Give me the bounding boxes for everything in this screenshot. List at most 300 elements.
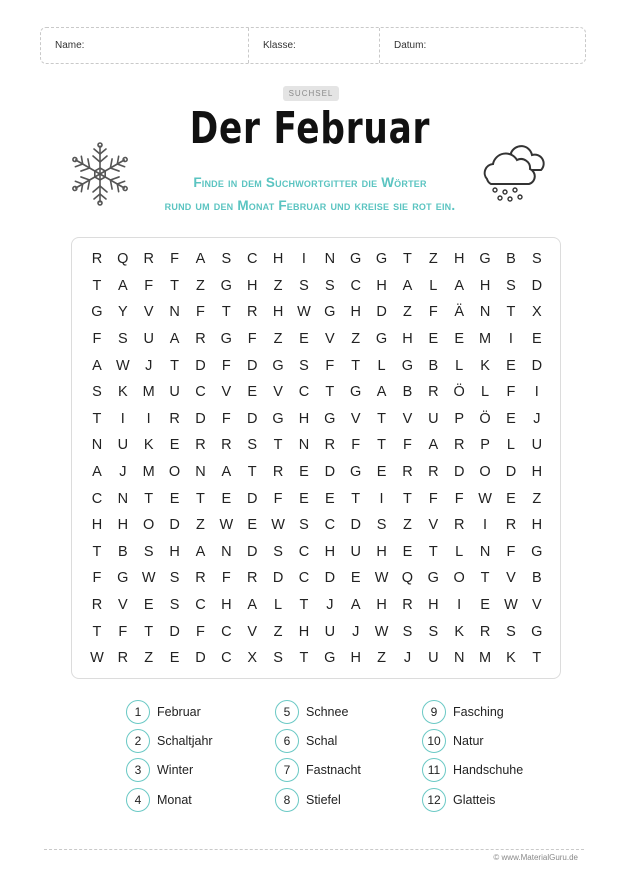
grid-cell[interactable]: S	[273, 543, 283, 560]
grid-cell[interactable]: A	[92, 357, 102, 374]
grid-cell[interactable]: C	[350, 277, 361, 294]
grid-cell[interactable]: U	[169, 384, 180, 401]
grid-cell[interactable]: S	[402, 623, 413, 640]
grid-cell[interactable]: X	[247, 650, 258, 667]
grid-cell[interactable]: F	[92, 570, 102, 587]
word-number-circle[interactable]: 6	[275, 729, 299, 753]
date-field[interactable]	[380, 28, 585, 63]
grid-cell[interactable]: D	[350, 517, 361, 534]
grid-cell[interactable]: E	[169, 437, 180, 454]
grid-cell[interactable]: H	[376, 597, 387, 614]
grid-cell[interactable]: Z	[403, 517, 412, 534]
grid-cell[interactable]: B	[428, 357, 439, 374]
grid-cell[interactable]: F	[221, 410, 231, 427]
grid-cell[interactable]: F	[247, 331, 257, 348]
grid-cell[interactable]: D	[195, 650, 206, 667]
grid-cell[interactable]: D	[195, 357, 206, 374]
grid-cell[interactable]: H	[221, 597, 232, 614]
grid-cell[interactable]: T	[299, 597, 309, 614]
grid-cell[interactable]: T	[403, 251, 412, 268]
grid-cell[interactable]: J	[119, 464, 127, 481]
grid-cell[interactable]: A	[402, 277, 413, 294]
grid-cell[interactable]: H	[479, 277, 491, 294]
grid-cell[interactable]: R	[195, 570, 206, 587]
grid-cell[interactable]: Ö	[453, 384, 465, 401]
grid-cell[interactable]: S	[221, 251, 232, 268]
grid-cell[interactable]: Ö	[479, 410, 491, 427]
grid-cell[interactable]: T	[221, 304, 231, 321]
grid-cell[interactable]: G	[350, 251, 362, 268]
grid-cell[interactable]: E	[506, 490, 516, 507]
grid-cell[interactable]: A	[195, 543, 206, 560]
grid-cell[interactable]: G	[375, 251, 388, 268]
grid-cell[interactable]: I	[146, 410, 151, 427]
grid-cell[interactable]: W	[297, 304, 311, 321]
grid-cell[interactable]: S	[531, 251, 542, 268]
grid-cell[interactable]: J	[403, 650, 412, 667]
grid-cell[interactable]: H	[350, 304, 361, 321]
grid-cell[interactable]: E	[531, 331, 542, 348]
grid-cell[interactable]: M	[142, 464, 155, 481]
grid-cell[interactable]: Z	[377, 650, 386, 667]
grid-cell[interactable]: D	[531, 357, 543, 374]
grid-cell[interactable]: C	[298, 543, 310, 560]
grid-cell[interactable]: A	[454, 277, 465, 294]
grid-cell[interactable]: F	[325, 357, 335, 374]
grid-cell[interactable]: O	[479, 464, 491, 481]
grid-cell[interactable]: U	[324, 623, 336, 640]
grid-cell[interactable]: H	[376, 277, 387, 294]
grid-cell[interactable]: T	[428, 543, 438, 560]
grid-cell[interactable]: K	[117, 384, 128, 401]
grid-cell[interactable]: C	[221, 650, 232, 667]
grid-cell[interactable]: B	[117, 543, 128, 560]
grid-cell[interactable]: I	[534, 384, 539, 401]
word-number-circle[interactable]: 5	[275, 700, 299, 724]
grid-cell[interactable]: R	[505, 517, 517, 534]
grid-cell[interactable]: T	[170, 357, 179, 374]
grid-cell[interactable]: A	[92, 464, 102, 481]
grid-cell[interactable]: D	[272, 570, 284, 587]
grid-cell[interactable]: V	[117, 597, 128, 614]
grid-cell[interactable]: D	[453, 464, 465, 481]
grid-cell[interactable]: X	[531, 304, 542, 321]
grid-cell[interactable]: T	[351, 357, 361, 374]
grid-cell[interactable]: C	[246, 251, 258, 268]
grid-cell[interactable]: E	[247, 517, 258, 534]
grid-cell[interactable]: G	[324, 410, 336, 427]
grid-cell[interactable]: R	[91, 597, 103, 614]
grid-cell[interactable]: S	[506, 623, 516, 640]
grid-cell[interactable]: A	[117, 277, 128, 294]
word-number-circle[interactable]: 12	[422, 788, 446, 812]
grid-cell[interactable]: L	[506, 437, 515, 454]
grid-cell[interactable]: F	[196, 304, 205, 321]
grid-cell[interactable]: S	[506, 277, 516, 294]
grid-cell[interactable]: U	[428, 650, 439, 667]
grid-cell[interactable]: G	[220, 331, 232, 348]
grid-cell[interactable]: E	[350, 570, 361, 587]
grid-cell[interactable]: Z	[351, 331, 361, 348]
grid-cell[interactable]: R	[91, 251, 103, 268]
grid-cell[interactable]: A	[350, 597, 361, 614]
grid-cell[interactable]: R	[195, 331, 206, 348]
grid-cell[interactable]: L	[429, 277, 438, 294]
word-number-circle[interactable]: 10	[422, 729, 446, 753]
grid-cell[interactable]: N	[117, 490, 129, 507]
grid-cell[interactable]: R	[428, 464, 439, 481]
grid-cell[interactable]: R	[428, 384, 439, 401]
grid-cell[interactable]: T	[403, 490, 412, 507]
grid-cell[interactable]: C	[298, 384, 310, 401]
grid-cell[interactable]: O	[168, 464, 181, 481]
grid-cell[interactable]: G	[324, 304, 336, 321]
grid-cell[interactable]: I	[508, 331, 513, 348]
grid-cell[interactable]: Z	[144, 650, 154, 667]
grid-cell[interactable]: L	[377, 357, 386, 374]
grid-cell[interactable]: U	[143, 331, 154, 348]
grid-cell[interactable]: H	[428, 597, 439, 614]
grid-cell[interactable]: N	[169, 304, 180, 321]
grid-cell[interactable]: T	[273, 437, 283, 454]
grid-cell[interactable]: W	[374, 623, 389, 640]
grid-cell[interactable]: R	[246, 304, 258, 321]
grid-cell[interactable]: E	[454, 331, 465, 348]
grid-cell[interactable]: Z	[428, 251, 438, 268]
grid-cell[interactable]: V	[350, 410, 361, 427]
grid-cell[interactable]: T	[92, 277, 102, 294]
grid-cell[interactable]: D	[505, 464, 517, 481]
grid-cell[interactable]: K	[480, 357, 490, 374]
grid-cell[interactable]: R	[246, 570, 258, 587]
grid-cell[interactable]: W	[374, 570, 389, 587]
grid-cell[interactable]: U	[531, 437, 543, 454]
grid-cell[interactable]: I	[457, 597, 462, 614]
grid-cell[interactable]: G	[91, 304, 103, 321]
grid-cell[interactable]: R	[195, 437, 206, 454]
grid-cell[interactable]: E	[324, 490, 335, 507]
grid-cell[interactable]: H	[246, 277, 258, 294]
word-number-circle[interactable]: 1	[126, 700, 150, 724]
grid-cell[interactable]: G	[117, 570, 129, 587]
grid-cell[interactable]: T	[92, 623, 102, 640]
grid-cell[interactable]: E	[402, 543, 413, 560]
grid-cell[interactable]: P	[480, 437, 490, 454]
grid-cell[interactable]: U	[428, 410, 439, 427]
grid-cell[interactable]: R	[169, 410, 180, 427]
grid-cell[interactable]: N	[195, 464, 206, 481]
grid-cell[interactable]: A	[376, 384, 387, 401]
grid-cell[interactable]: E	[506, 357, 516, 374]
grid-cell[interactable]: E	[299, 464, 309, 481]
grid-cell[interactable]: N	[221, 543, 232, 560]
grid-cell[interactable]: E	[299, 490, 309, 507]
grid-cell[interactable]: Y	[117, 304, 128, 321]
grid-cell[interactable]: D	[246, 357, 258, 374]
grid-cell[interactable]: T	[196, 490, 205, 507]
grid-cell[interactable]: T	[92, 543, 102, 560]
name-field[interactable]	[41, 28, 249, 63]
grid-cell[interactable]: E	[221, 490, 232, 507]
grid-cell[interactable]: F	[428, 490, 438, 507]
grid-cell[interactable]: N	[324, 251, 336, 268]
grid-cell[interactable]: W	[478, 490, 492, 507]
grid-cell[interactable]: G	[350, 464, 362, 481]
grid-cell[interactable]: R	[117, 650, 129, 667]
grid-cell[interactable]: J	[326, 597, 334, 614]
grid-cell[interactable]: V	[247, 623, 258, 640]
grid-cell[interactable]: D	[324, 464, 336, 481]
grid-cell[interactable]: F	[221, 357, 231, 374]
grid-cell[interactable]: G	[427, 570, 439, 587]
grid-cell[interactable]: E	[143, 597, 154, 614]
grid-cell[interactable]: A	[169, 331, 180, 348]
grid-cell[interactable]: E	[299, 331, 309, 348]
grid-cell[interactable]: F	[403, 437, 412, 454]
grid-cell[interactable]: Z	[273, 331, 283, 348]
grid-cell[interactable]: N	[479, 304, 491, 321]
grid-cell[interactable]: H	[91, 517, 103, 534]
grid-cell[interactable]: E	[506, 410, 516, 427]
grid-cell[interactable]: R	[402, 464, 413, 481]
grid-cell[interactable]: R	[453, 517, 465, 534]
grid-cell[interactable]: C	[195, 597, 206, 614]
grid-cell[interactable]: N	[91, 437, 103, 454]
grid-cell[interactable]: Z	[196, 277, 205, 294]
grid-cell[interactable]: F	[196, 623, 205, 640]
grid-cell[interactable]: S	[169, 570, 180, 587]
grid-cell[interactable]: T	[325, 384, 335, 401]
grid-cell[interactable]: N	[453, 650, 465, 667]
grid-cell[interactable]: K	[506, 650, 516, 667]
grid-cell[interactable]: U	[350, 543, 361, 560]
grid-cell[interactable]: L	[481, 384, 490, 401]
word-number-circle[interactable]: 9	[422, 700, 446, 724]
grid-cell[interactable]: Z	[403, 304, 412, 321]
grid-cell[interactable]: G	[272, 357, 284, 374]
grid-cell[interactable]: J	[145, 357, 153, 374]
grid-cell[interactable]: S	[169, 597, 180, 614]
grid-cell[interactable]: D	[169, 623, 180, 640]
grid-cell[interactable]: H	[298, 410, 310, 427]
grid-cell[interactable]: V	[428, 517, 439, 534]
grid-cell[interactable]: S	[117, 331, 128, 348]
grid-cell[interactable]: F	[221, 570, 231, 587]
grid-cell[interactable]: Z	[196, 517, 205, 534]
grid-cell[interactable]: F	[118, 623, 128, 640]
grid-cell[interactable]: K	[143, 437, 154, 454]
grid-cell[interactable]: T	[144, 490, 154, 507]
grid-cell[interactable]: R	[221, 437, 232, 454]
grid-cell[interactable]: L	[455, 543, 464, 560]
grid-cell[interactable]: G	[375, 331, 388, 348]
grid-cell[interactable]: T	[144, 623, 154, 640]
grid-cell[interactable]: A	[221, 464, 232, 481]
grid-cell[interactable]: D	[531, 277, 543, 294]
grid-cell[interactable]: D	[246, 490, 258, 507]
grid-cell[interactable]: H	[272, 304, 284, 321]
grid-cell[interactable]: T	[532, 650, 542, 667]
grid-cell[interactable]: W	[141, 570, 156, 587]
grid-cell[interactable]: N	[479, 543, 491, 560]
word-number-circle[interactable]: 3	[126, 758, 150, 782]
grid-cell[interactable]: F	[92, 331, 102, 348]
grid-cell[interactable]: R	[324, 437, 336, 454]
grid-cell[interactable]: R	[272, 464, 284, 481]
grid-cell[interactable]: I	[120, 410, 125, 427]
grid-cell[interactable]: Z	[273, 623, 283, 640]
grid-cell[interactable]: V	[531, 597, 542, 614]
grid-cell[interactable]: S	[299, 517, 309, 534]
grid-cell[interactable]: K	[454, 623, 465, 640]
grid-cell[interactable]: V	[273, 384, 283, 401]
grid-cell[interactable]: V	[143, 304, 154, 321]
grid-cell[interactable]: S	[92, 384, 102, 401]
grid-cell[interactable]: O	[143, 517, 155, 534]
grid-cell[interactable]: S	[428, 623, 439, 640]
grid-cell[interactable]: S	[299, 357, 309, 374]
grid-cell[interactable]: D	[376, 304, 387, 321]
grid-cell[interactable]: Z	[273, 277, 283, 294]
grid-cell[interactable]: T	[351, 490, 361, 507]
word-number-circle[interactable]: 4	[126, 788, 150, 812]
grid-cell[interactable]: H	[117, 517, 129, 534]
grid-cell[interactable]: M	[479, 331, 492, 348]
grid-cell[interactable]: R	[453, 437, 465, 454]
word-number-circle[interactable]: 11	[422, 758, 446, 782]
grid-cell[interactable]: H	[350, 650, 361, 667]
grid-cell[interactable]: T	[506, 304, 516, 321]
grid-cell[interactable]: E	[169, 650, 180, 667]
grid-cell[interactable]: T	[377, 410, 386, 427]
grid-cell[interactable]: A	[247, 597, 258, 614]
grid-cell[interactable]: H	[272, 251, 284, 268]
grid-cell[interactable]: F	[351, 437, 361, 454]
grid-cell[interactable]: E	[376, 464, 387, 481]
grid-cell[interactable]: T	[480, 570, 490, 587]
grid-cell[interactable]: S	[143, 543, 154, 560]
grid-cell[interactable]: W	[504, 597, 518, 614]
grid-cell[interactable]: H	[531, 464, 543, 481]
grid-cell[interactable]: F	[170, 251, 179, 268]
grid-cell[interactable]: D	[169, 517, 180, 534]
grid-cell[interactable]: T	[299, 650, 309, 667]
grid-cell[interactable]: F	[454, 490, 464, 507]
grid-cell[interactable]: H	[169, 543, 180, 560]
grid-cell[interactable]: S	[273, 650, 283, 667]
grid-cell[interactable]: D	[246, 410, 258, 427]
grid-cell[interactable]: W	[271, 517, 285, 534]
grid-cell[interactable]: V	[324, 331, 335, 348]
grid-cell[interactable]: L	[455, 357, 464, 374]
grid-cell[interactable]: J	[533, 410, 541, 427]
grid-cell[interactable]: O	[453, 570, 465, 587]
grid-cell[interactable]: C	[298, 570, 310, 587]
grid-cell[interactable]: T	[170, 277, 179, 294]
grid-cell[interactable]: E	[169, 490, 180, 507]
grid-cell[interactable]: S	[299, 277, 309, 294]
grid-cell[interactable]: C	[195, 384, 206, 401]
grid-cell[interactable]: F	[144, 277, 154, 294]
grid-cell[interactable]: T	[92, 410, 102, 427]
grid-cell[interactable]: E	[247, 384, 258, 401]
word-number-circle[interactable]: 8	[275, 788, 299, 812]
grid-cell[interactable]: T	[377, 437, 386, 454]
grid-cell[interactable]: R	[143, 251, 154, 268]
grid-cell[interactable]: U	[117, 437, 129, 454]
grid-cell[interactable]: G	[324, 650, 336, 667]
grid-cell[interactable]: H	[402, 331, 413, 348]
grid-cell[interactable]: Q	[401, 570, 414, 587]
grid-cell[interactable]: W	[115, 357, 130, 374]
grid-cell[interactable]: C	[221, 623, 232, 640]
grid-cell[interactable]: B	[531, 570, 542, 587]
grid-cell[interactable]: G	[531, 623, 543, 640]
word-number-circle[interactable]: 2	[126, 729, 150, 753]
grid-cell[interactable]: A	[428, 437, 439, 454]
grid-cell[interactable]: A	[195, 251, 206, 268]
grid-cell[interactable]: R	[479, 623, 491, 640]
grid-cell[interactable]: F	[273, 490, 283, 507]
grid-cell[interactable]: E	[428, 331, 439, 348]
grid-cell[interactable]: D	[195, 410, 206, 427]
grid-cell[interactable]: H	[298, 623, 310, 640]
grid-cell[interactable]: E	[480, 597, 490, 614]
grid-cell[interactable]: S	[247, 437, 258, 454]
word-number-circle[interactable]: 7	[275, 758, 299, 782]
grid-cell[interactable]: D	[324, 570, 336, 587]
grid-cell[interactable]: Ä	[454, 304, 465, 321]
grid-cell[interactable]: P	[454, 410, 465, 427]
grid-cell[interactable]: V	[402, 410, 413, 427]
grid-cell[interactable]: F	[428, 304, 438, 321]
grid-cell[interactable]: B	[402, 384, 413, 401]
grid-cell[interactable]: B	[506, 251, 516, 268]
grid-cell[interactable]: S	[324, 277, 335, 294]
grid-cell[interactable]: I	[379, 490, 384, 507]
grid-cell[interactable]: H	[453, 251, 465, 268]
class-field[interactable]	[249, 28, 380, 63]
grid-cell[interactable]: R	[402, 597, 413, 614]
grid-cell[interactable]: C	[91, 490, 103, 507]
grid-cell[interactable]: W	[90, 650, 104, 667]
grid-cell[interactable]: D	[246, 543, 258, 560]
grid-cell[interactable]: Z	[532, 490, 542, 507]
grid-cell[interactable]: N	[298, 437, 310, 454]
grid-cell[interactable]: G	[531, 543, 543, 560]
grid-cell[interactable]: L	[274, 597, 283, 614]
grid-cell[interactable]: M	[142, 384, 155, 401]
grid-cell[interactable]: S	[376, 517, 387, 534]
grid-cell[interactable]: H	[324, 543, 336, 560]
grid-cell[interactable]: H	[531, 517, 543, 534]
grid-cell[interactable]: G	[401, 357, 414, 374]
grid-cell[interactable]: C	[324, 517, 336, 534]
grid-cell[interactable]: V	[506, 570, 516, 587]
grid-cell[interactable]: T	[247, 464, 257, 481]
grid-cell[interactable]: V	[221, 384, 232, 401]
grid-cell[interactable]: F	[506, 543, 516, 560]
grid-cell[interactable]: G	[479, 251, 491, 268]
grid-cell[interactable]: G	[220, 277, 232, 294]
grid-cell[interactable]: H	[376, 543, 387, 560]
grid-cell[interactable]: G	[350, 384, 362, 401]
grid-cell[interactable]: I	[301, 251, 306, 268]
grid-cell[interactable]: J	[352, 623, 360, 640]
grid-cell[interactable]: M	[479, 650, 492, 667]
grid-cell[interactable]: G	[272, 410, 284, 427]
grid-cell[interactable]: Q	[117, 251, 129, 268]
